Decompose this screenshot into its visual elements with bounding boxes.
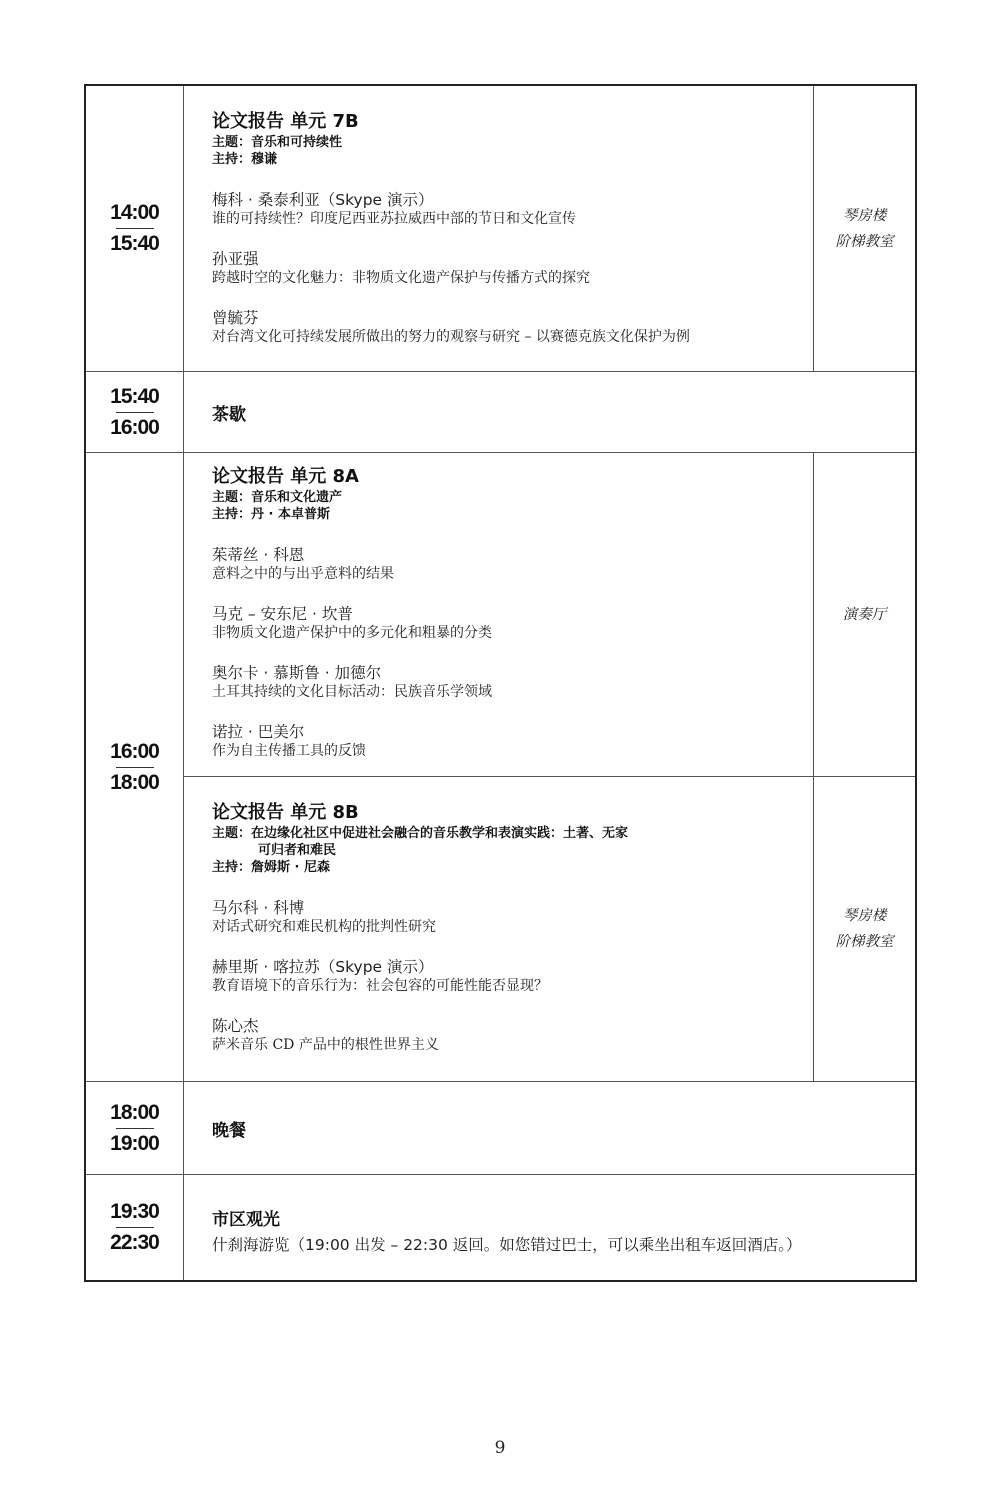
session-title: 论文报告 单元 8B: [212, 802, 359, 823]
schedule-row-1540: [86, 372, 915, 452]
time-cell: [86, 1082, 184, 1174]
speaker-name: 诺拉 · 巴美尔: [212, 723, 305, 741]
speaker-name: 茱蒂丝 · 科恩: [212, 546, 305, 564]
session-7b: [212, 110, 690, 347]
venue-cell: [814, 86, 915, 371]
paper-entry: [212, 663, 492, 702]
paper-title: 意料之中的与出乎意料的结果: [212, 566, 394, 582]
speaker-name: 陈心杰: [212, 1017, 259, 1035]
session-theme: 主题：音乐和可持续性: [212, 135, 343, 150]
speaker-name: 孙亚强: [212, 250, 259, 268]
schedule-row-1400: [86, 86, 915, 371]
time-end: 16:00: [110, 415, 159, 439]
paper-title: 跨越时空的文化魅力：非物质文化遗产保护与传播方式的探究: [212, 270, 590, 286]
venue-cell: [814, 453, 915, 776]
time-start: 19:30: [110, 1200, 159, 1223]
schedule-row-1800: [86, 1082, 915, 1174]
speaker-name: 马尔科 · 科博: [212, 899, 305, 917]
paper-entry: [212, 545, 492, 584]
paper-entry: [212, 190, 690, 229]
paper-title: 对台湾文化可持续发展所做出的努力的观察与研究 – 以赛德克族文化保护为例: [212, 329, 690, 345]
schedule-table: [84, 84, 917, 1282]
dinner-label: 晚餐: [212, 1121, 246, 1141]
paper-title: 土耳其持续的文化目标活动：民族音乐学领域: [212, 684, 492, 700]
time-end: 18:00: [110, 770, 159, 794]
session-theme-continued: 可归者和难民: [258, 843, 337, 858]
session-divider: [184, 776, 915, 777]
time-cell: [86, 453, 184, 1081]
time-start: 14:00: [110, 201, 159, 224]
time-start: 16:00: [110, 739, 159, 763]
time-end: 15:40: [110, 232, 159, 255]
sightseeing-description: 什刹海游览（19:00 出发 – 22:30 返回。如您错过巴士，可以乘坐出租车返回酒店。）: [212, 1236, 802, 1254]
time-start: 15:40: [110, 384, 159, 408]
paper-entry: [212, 604, 492, 643]
time-end: 22:30: [110, 1231, 159, 1254]
page-number: 9: [494, 1438, 506, 1458]
time-cell: [86, 372, 184, 452]
paper-entry: [212, 957, 628, 996]
venue-name: 琴房楼: [842, 908, 887, 924]
paper-entry: [212, 722, 492, 761]
session-theme: 主题：音乐和文化遗产: [212, 490, 343, 505]
speaker-name: 梅科 · 桑泰利亚（Skype 演示）: [212, 191, 434, 209]
paper-entry: [212, 249, 690, 288]
schedule-row-1930: [86, 1175, 915, 1280]
speaker-name: 赫里斯 · 喀拉苏（Skype 演示）: [212, 958, 434, 976]
tea-break-label: 茶歇: [212, 405, 246, 425]
session-chair: 主持：穆谦: [212, 152, 278, 167]
paper-title: 非物质文化遗产保护中的多元化和粗暴的分类: [212, 625, 492, 641]
paper-title: 作为自主传播工具的反馈: [212, 743, 366, 759]
paper-entry: [212, 898, 628, 937]
venue-room: 阶梯教室: [835, 233, 894, 250]
time-start: 18:00: [110, 1100, 159, 1124]
venue-room: 阶梯教室: [835, 934, 894, 950]
venue-name: 琴房楼: [842, 207, 887, 224]
session-chair: 主持：丹 · 本卓普斯: [212, 507, 330, 522]
paper-title: 萨米音乐 CD 产品中的根性世界主义: [212, 1037, 439, 1053]
speaker-name: 马克 – 安东尼 · 坎普: [212, 605, 353, 623]
session-theme: 主题：在边缘化社区中促进社会融合的音乐教学和表演实践：土著、无家: [212, 826, 629, 841]
venue-name: 演奏厅: [842, 606, 887, 623]
speaker-name: 奥尔卡 · 慕斯鲁 · 加德尔: [212, 664, 382, 682]
session-8a: [212, 465, 492, 761]
paper-title: 对话式研究和难民机构的批判性研究: [212, 919, 436, 935]
time-end: 19:00: [110, 1131, 159, 1155]
speaker-name: 曾毓芬: [212, 309, 259, 327]
paper-entry: [212, 1016, 628, 1055]
venue-cell: [814, 777, 915, 1081]
time-cell: [86, 86, 184, 371]
session-8b: [212, 801, 628, 1055]
sightseeing-label: 市区观光: [212, 1210, 280, 1230]
paper-entry: [212, 308, 690, 347]
schedule-row-1600: [86, 453, 915, 1081]
time-cell: [86, 1175, 184, 1280]
session-chair: 主持：詹姆斯 · 尼森: [212, 860, 330, 875]
paper-title: 教育语境下的音乐行为：社会包容的可能性能否显现？: [212, 978, 548, 994]
session-title: 论文报告 单元 7B: [212, 111, 359, 132]
sightseeing-cell: [212, 1205, 802, 1256]
session-title: 论文报告 单元 8A: [212, 466, 359, 487]
paper-title: 谁的可持续性？印度尼西亚苏拉威西中部的节日和文化宣传: [212, 211, 576, 227]
